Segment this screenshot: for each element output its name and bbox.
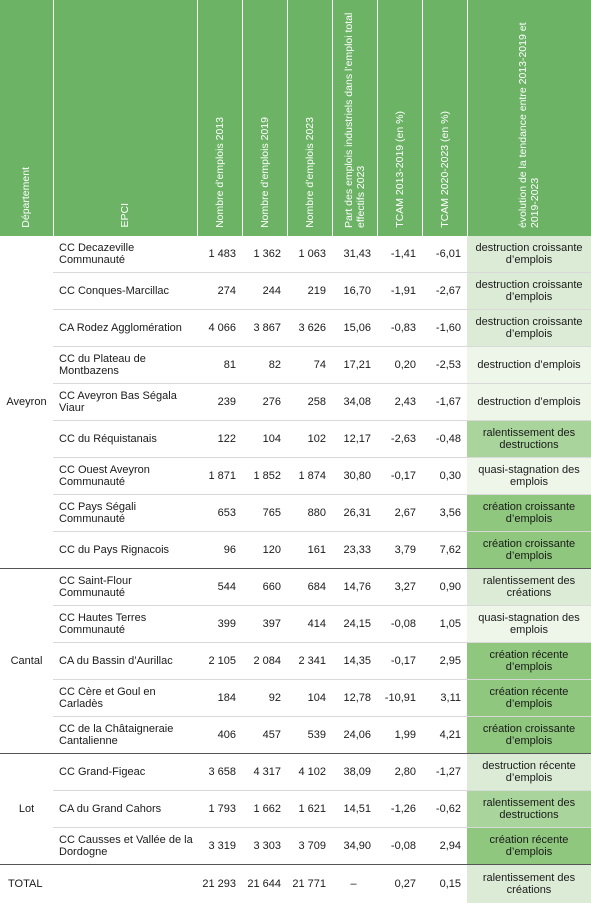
header-emplois-2013 bbox=[197, 0, 242, 236]
epci-cell: CC du Pays Rignacois bbox=[53, 532, 197, 569]
emplois-2019-cell: 104 bbox=[242, 421, 287, 458]
emplois-2023-cell: 539 bbox=[287, 717, 332, 754]
emplois-2013-cell: 1 483 bbox=[197, 236, 242, 273]
evolution-cell: destruction croissante d’emplois bbox=[467, 310, 591, 347]
evolution-cell: création croissante d’emplois bbox=[467, 532, 591, 569]
table-row bbox=[0, 458, 591, 495]
table-row bbox=[0, 754, 591, 791]
tcam-2020-2023-cell: 0,30 bbox=[422, 458, 467, 495]
emplois-2023-cell: 880 bbox=[287, 495, 332, 532]
emplois-2023-cell: 1 621 bbox=[287, 791, 332, 828]
header-row bbox=[0, 0, 591, 236]
evolution-cell: destruction croissante d’emplois bbox=[467, 273, 591, 310]
emplois-2019-cell: 765 bbox=[242, 495, 287, 532]
table-row bbox=[0, 569, 591, 606]
epci-cell: CC Pays Ségali Communauté bbox=[53, 495, 197, 532]
part-industriels-cell: 38,09 bbox=[332, 754, 377, 791]
emplois-2023-cell: 161 bbox=[287, 532, 332, 569]
tcam-2020-2023-cell: -1,60 bbox=[422, 310, 467, 347]
evolution-cell: destruction d’emplois bbox=[467, 347, 591, 384]
epci-cell: CC Aveyron Bas Ségala Viaur bbox=[53, 384, 197, 421]
evolution-cell: destruction récente d’emplois bbox=[467, 754, 591, 791]
emplois-2013-cell: 406 bbox=[197, 717, 242, 754]
part-industriels-cell: 15,06 bbox=[332, 310, 377, 347]
evolution-cell: ralentissement des destructions bbox=[467, 421, 591, 458]
tcam-2020-2023-cell: 3,56 bbox=[422, 495, 467, 532]
emplois-2019-cell: 21 644 bbox=[242, 865, 287, 903]
tcam-2020-2023-cell: 2,95 bbox=[422, 643, 467, 680]
tcam-2013-2019-cell: 2,80 bbox=[377, 754, 422, 791]
table-row bbox=[0, 532, 591, 569]
tcam-2013-2019-cell: -2,63 bbox=[377, 421, 422, 458]
emplois-2023-cell: 102 bbox=[287, 421, 332, 458]
emplois-2013-cell: 122 bbox=[197, 421, 242, 458]
emplois-2019-cell: 276 bbox=[242, 384, 287, 421]
emplois-2023-cell: 3 709 bbox=[287, 828, 332, 865]
emplois-2023-cell: 219 bbox=[287, 273, 332, 310]
emplois-2019-cell: 3 867 bbox=[242, 310, 287, 347]
evolution-cell: destruction d’emplois bbox=[467, 384, 591, 421]
epci-cell: CC Causses et Vallée de la Dordogne bbox=[53, 828, 197, 865]
part-industriels-cell: 30,80 bbox=[332, 458, 377, 495]
header-evolution bbox=[467, 0, 591, 236]
tcam-2020-2023-cell: -2,67 bbox=[422, 273, 467, 310]
part-industriels-cell: 23,33 bbox=[332, 532, 377, 569]
emplois-2019-cell: 244 bbox=[242, 273, 287, 310]
emplois-2013-cell: 653 bbox=[197, 495, 242, 532]
header-label: Part des emplois industriels dans l’emploi total effectifs 2023 bbox=[343, 0, 367, 236]
emplois-2019-cell: 82 bbox=[242, 347, 287, 384]
part-industriels-cell: 16,70 bbox=[332, 273, 377, 310]
epci-cell: CC de la Châtaigneraie Cantalienne bbox=[53, 717, 197, 754]
tcam-2020-2023-cell: 0,15 bbox=[422, 865, 467, 903]
part-industriels-cell: 17,21 bbox=[332, 347, 377, 384]
tcam-2013-2019-cell: 2,43 bbox=[377, 384, 422, 421]
header-label: EPCI bbox=[119, 195, 131, 236]
emplois-2013-cell: 184 bbox=[197, 680, 242, 717]
evolution-cell: création récente d’emplois bbox=[467, 643, 591, 680]
table-row bbox=[0, 828, 591, 865]
epci-cell: CC Saint-Flour Communauté bbox=[53, 569, 197, 606]
emplois-2013-cell: 3 658 bbox=[197, 754, 242, 791]
tcam-2013-2019-cell: -0,08 bbox=[377, 606, 422, 643]
emplois-2013-cell: 2 105 bbox=[197, 643, 242, 680]
tcam-2013-2019-cell: -0,83 bbox=[377, 310, 422, 347]
tcam-2020-2023-cell: -0,62 bbox=[422, 791, 467, 828]
emplois-2013-cell: 1 793 bbox=[197, 791, 242, 828]
part-industriels-cell: 14,35 bbox=[332, 643, 377, 680]
epci-cell: CC du Réquistanais bbox=[53, 421, 197, 458]
evolution-cell: quasi-stagnation des emplois bbox=[467, 606, 591, 643]
part-industriels-cell: 14,51 bbox=[332, 791, 377, 828]
emplois-2023-cell: 21 771 bbox=[287, 865, 332, 903]
tcam-2013-2019-cell: -0,17 bbox=[377, 458, 422, 495]
tcam-2020-2023-cell: -1,67 bbox=[422, 384, 467, 421]
department-cell: Cantal bbox=[0, 569, 53, 754]
tcam-2013-2019-cell: 0,20 bbox=[377, 347, 422, 384]
evolution-cell: création récente d’emplois bbox=[467, 680, 591, 717]
tcam-2020-2023-cell: -6,01 bbox=[422, 236, 467, 273]
evolution-cell: création croissante d’emplois bbox=[467, 495, 591, 532]
table-row bbox=[0, 273, 591, 310]
emplois-2023-cell: 1 063 bbox=[287, 236, 332, 273]
part-industriels-cell: 14,76 bbox=[332, 569, 377, 606]
tcam-2020-2023-cell: 2,94 bbox=[422, 828, 467, 865]
emplois-2023-cell: 1 874 bbox=[287, 458, 332, 495]
table-row bbox=[0, 606, 591, 643]
part-industriels-cell: 12,17 bbox=[332, 421, 377, 458]
emplois-2019-cell: 660 bbox=[242, 569, 287, 606]
epci-cell: CC Decazeville Communauté bbox=[53, 236, 197, 273]
part-industriels-cell: 26,31 bbox=[332, 495, 377, 532]
table-body bbox=[0, 236, 591, 903]
table-row bbox=[0, 236, 591, 273]
tcam-2013-2019-cell: -0,17 bbox=[377, 643, 422, 680]
header-part-industriels bbox=[332, 0, 377, 236]
emplois-2013-cell: 274 bbox=[197, 273, 242, 310]
emplois-2023-cell: 2 341 bbox=[287, 643, 332, 680]
evolution-cell: ralentissement des créations bbox=[467, 865, 591, 903]
tcam-2020-2023-cell: 7,62 bbox=[422, 532, 467, 569]
table-row bbox=[0, 791, 591, 828]
tcam-2013-2019-cell: -0,08 bbox=[377, 828, 422, 865]
header-tcam-2020-2023 bbox=[422, 0, 467, 236]
emplois-2019-cell: 457 bbox=[242, 717, 287, 754]
tcam-2020-2023-cell: 1,05 bbox=[422, 606, 467, 643]
tcam-2013-2019-cell: 2,67 bbox=[377, 495, 422, 532]
epci-cell: CA du Bassin d’Aurillac bbox=[53, 643, 197, 680]
department-cell: Lot bbox=[0, 754, 53, 865]
emplois-2013-cell: 81 bbox=[197, 347, 242, 384]
header-epci bbox=[53, 0, 197, 236]
epci-cell: CC Ouest Aveyron Communauté bbox=[53, 458, 197, 495]
table-row bbox=[0, 310, 591, 347]
emplois-2019-cell: 120 bbox=[242, 532, 287, 569]
evolution-cell: ralentissement des créations bbox=[467, 569, 591, 606]
emplois-2023-cell: 4 102 bbox=[287, 754, 332, 791]
table-row bbox=[0, 717, 591, 754]
part-industriels-cell: 34,08 bbox=[332, 384, 377, 421]
emplois-2013-cell: 96 bbox=[197, 532, 242, 569]
tcam-2013-2019-cell: -1,26 bbox=[377, 791, 422, 828]
emplois-2023-cell: 74 bbox=[287, 347, 332, 384]
evolution-cell: création récente d’emplois bbox=[467, 828, 591, 865]
tcam-2013-2019-cell: 1,99 bbox=[377, 717, 422, 754]
header-label: Nombre d’emplois 2013 bbox=[214, 109, 226, 236]
epci-cell: CC Grand-Figeac bbox=[53, 754, 197, 791]
header-tcam-2013-2019 bbox=[377, 0, 422, 236]
part-industriels-cell: 31,43 bbox=[332, 236, 377, 273]
emplois-2019-cell: 3 303 bbox=[242, 828, 287, 865]
emplois-2013-cell: 544 bbox=[197, 569, 242, 606]
emplois-2013-cell: 239 bbox=[197, 384, 242, 421]
part-industriels-cell: 34,90 bbox=[332, 828, 377, 865]
tcam-2020-2023-cell: 3,11 bbox=[422, 680, 467, 717]
tcam-2020-2023-cell: -2,53 bbox=[422, 347, 467, 384]
emplois-2013-cell: 4 066 bbox=[197, 310, 242, 347]
department-cell: Aveyron bbox=[0, 236, 53, 569]
total-label: TOTAL bbox=[0, 865, 53, 903]
part-industriels-cell: 24,15 bbox=[332, 606, 377, 643]
emplois-2023-cell: 258 bbox=[287, 384, 332, 421]
epci-cell: CA Rodez Agglomération bbox=[53, 310, 197, 347]
tcam-2013-2019-cell: -1,91 bbox=[377, 273, 422, 310]
emplois-2013-cell: 21 293 bbox=[197, 865, 242, 903]
emplois-2023-cell: 3 626 bbox=[287, 310, 332, 347]
table-row bbox=[0, 347, 591, 384]
emplois-2013-cell: 399 bbox=[197, 606, 242, 643]
emplois-2023-cell: 684 bbox=[287, 569, 332, 606]
emplois-2019-cell: 397 bbox=[242, 606, 287, 643]
evolution-cell: destruction croissante d’emplois bbox=[467, 236, 591, 273]
emplois-2019-cell: 4 317 bbox=[242, 754, 287, 791]
table-row bbox=[0, 680, 591, 717]
tcam-2013-2019-cell: 3,27 bbox=[377, 569, 422, 606]
header-label: évolution de la tendance entre 2013-2019 et 2019-2023 bbox=[517, 0, 541, 236]
table-row bbox=[0, 384, 591, 421]
tcam-2013-2019-cell: -10,91 bbox=[377, 680, 422, 717]
epci-cell: CC Conques-Marcillac bbox=[53, 273, 197, 310]
emplois-2013-cell: 1 871 bbox=[197, 458, 242, 495]
emplois-2019-cell: 1 662 bbox=[242, 791, 287, 828]
tcam-2020-2023-cell: 4,21 bbox=[422, 717, 467, 754]
tcam-2013-2019-cell: 0,27 bbox=[377, 865, 422, 903]
part-industriels-cell: 12,78 bbox=[332, 680, 377, 717]
header-label: TCAM 2013-2019 (en %) bbox=[394, 103, 406, 236]
header-label: TCAM 2020-2023 (en %) bbox=[439, 103, 451, 236]
tcam-2020-2023-cell: 0,90 bbox=[422, 569, 467, 606]
header-emplois-2019 bbox=[242, 0, 287, 236]
part-industriels-cell: – bbox=[332, 865, 377, 903]
tcam-2020-2023-cell: -1,27 bbox=[422, 754, 467, 791]
tcam-2013-2019-cell: -1,41 bbox=[377, 236, 422, 273]
emplois-2019-cell: 92 bbox=[242, 680, 287, 717]
header-departement bbox=[0, 0, 53, 236]
tcam-2013-2019-cell: 3,79 bbox=[377, 532, 422, 569]
header-label: Nombre d’emplois 2019 bbox=[259, 109, 271, 236]
emplois-2019-cell: 2 084 bbox=[242, 643, 287, 680]
header-emplois-2023 bbox=[287, 0, 332, 236]
epci-cell: CC Cère et Goul en Carladès bbox=[53, 680, 197, 717]
tcam-2020-2023-cell: -0,48 bbox=[422, 421, 467, 458]
header-label: Nombre d’emplois 2023 bbox=[304, 109, 316, 236]
epci-cell: CC Hautes Terres Communauté bbox=[53, 606, 197, 643]
emplois-2019-cell: 1 362 bbox=[242, 236, 287, 273]
part-industriels-cell: 24,06 bbox=[332, 717, 377, 754]
table-row bbox=[0, 421, 591, 458]
table-row bbox=[0, 495, 591, 532]
total-row bbox=[0, 865, 591, 903]
emplois-2019-cell: 1 852 bbox=[242, 458, 287, 495]
emplois-2013-cell: 3 319 bbox=[197, 828, 242, 865]
epci-cell bbox=[53, 865, 197, 903]
emplois-2023-cell: 414 bbox=[287, 606, 332, 643]
evolution-cell: création croissante d’emplois bbox=[467, 717, 591, 754]
epci-cell: CA du Grand Cahors bbox=[53, 791, 197, 828]
emplois-2023-cell: 104 bbox=[287, 680, 332, 717]
epci-cell: CC du Plateau de Montbazens bbox=[53, 347, 197, 384]
table-row bbox=[0, 643, 591, 680]
header-label: Département bbox=[20, 159, 32, 236]
evolution-cell: ralentissement des destructions bbox=[467, 791, 591, 828]
evolution-cell: quasi-stagnation des emplois bbox=[467, 458, 591, 495]
